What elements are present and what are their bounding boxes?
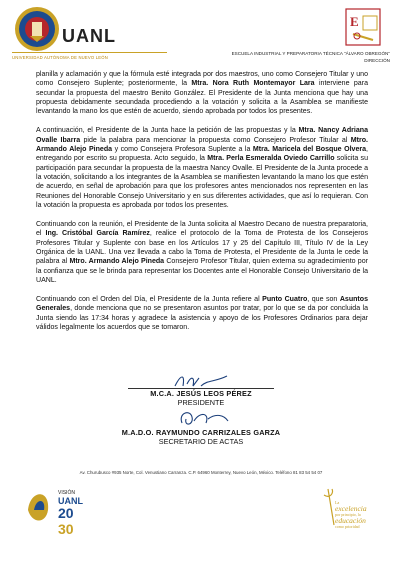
president-block bbox=[0, 389, 402, 407]
name-highlight: Mtra. Perla Esmeralda Oviedo Carrillo bbox=[207, 155, 335, 163]
paragraph-4: Continuando con el Orden del Día, el Presidente de la Junta refiere al Punto Cuatro, que son Asuntos Generales, donde menciona que no se presentaron asuntos por tratar, por lo que se da por concluida la Junta siendo las 17:34 horas y agradece la asistencia y apoyo de los Profesores Ordinarios para dejar válidos legalmente los acuerdos que se tomaron. bbox=[36, 296, 369, 332]
president-name: M.C.A. JESÚS LEOS PÉREZ bbox=[150, 389, 252, 398]
letterhead bbox=[0, 0, 402, 68]
name-highlight: Mtra. Nora Ruth Montemayor Lara bbox=[191, 80, 315, 88]
paragraph-3: Continuando con la reunión, el Presidente de la Junta solicita al Maestro Decano de nuestra preparatoria, el Ing. Cristóbal García Ramírez, realice el protocolo de la Toma de Protesta de los Consejeros Profesores Titular y Suplente con base en los Artículos 17 y 25 del Capítulo III, Título IV de la Ley Orgánica de la UANL. Una vez llevada a cabo la Toma de Protesta, el Presidente de la Junta le cede la palabra al Mtro. Armando Alejo Pineda Consejero Profesor Titular, quien externa su agradecimiento por la confianza que se le brinda para representar los Docentes ante el Honorable Consejo Universitario de la UANL. bbox=[36, 221, 368, 285]
secretary-name: M.A.D.O. RAYMUNDO CARRIZALES GARZA bbox=[121, 428, 281, 437]
agenda-item: Punto Cuatro bbox=[262, 296, 308, 303]
university-full-name: UNIVERSIDAD AUTÓNOMA DE NUEVO LEÓN bbox=[12, 55, 108, 60]
university-acronym: UANL bbox=[62, 26, 116, 46]
uanl-seal-icon bbox=[14, 6, 60, 52]
secretary-signature-icon bbox=[176, 407, 232, 429]
vision-2030-logo-icon bbox=[20, 480, 94, 542]
agenda-item: Asuntos Generales bbox=[36, 296, 369, 313]
school-logo-icon bbox=[345, 8, 381, 46]
excellence-slogan: La excelencia por principio, la educación como prioridad bbox=[335, 500, 367, 529]
name-highlight: Mtro. Armando Alejo Pineda bbox=[69, 258, 165, 266]
vision-year-bottom: 30 bbox=[58, 521, 74, 537]
department-name: DIRECCIÓN bbox=[364, 58, 390, 63]
president-title: PRESIDENTE bbox=[177, 398, 225, 407]
vision-brand: UANL bbox=[58, 496, 83, 506]
paragraph-1: planilla y aclamación y que la fórmula esté integrada por dos maestros, uno como Consejero Titular y uno como Consejero Suplente; posteriormente, la Mtra. Nora Ruth Montemayor Lara interviene para secundar la propuesta del maestro Benito González. El Presidente de la Junta menciona que hay una propuesta debidamente secundada procediendo a la votación y solicita a la Asamblea se manifieste levantando la mano los que estén de acuerdo, siendo aprobada por todos los presentes. bbox=[36, 71, 368, 116]
svg-text:E: E bbox=[350, 14, 359, 29]
footer-address: Av. Churubusco #935 Norte, Col. Venustiano Carranza. C.P. 64960 Monterrey, Nuevo León, México. Teléfono 81 83 54 54 07 bbox=[79, 470, 323, 475]
school-name: ESCUELA INDUSTRIAL Y PREPARATORIA TÉCNICA "ÁLVARO OBREGÓN" bbox=[231, 51, 390, 56]
name-highlight: Mtro. Armando Alejo Pineda bbox=[36, 136, 369, 153]
name-highlight: Mtra. Maricela del Bosque Olvera bbox=[252, 146, 367, 153]
gold-divider bbox=[12, 52, 167, 53]
secretary-block bbox=[0, 428, 402, 446]
minutes-body bbox=[36, 70, 368, 342]
secretary-title: SECRETARIO DE ACTAS bbox=[158, 437, 244, 446]
vision-year-top: 20 bbox=[58, 505, 74, 521]
name-highlight: Ing. Cristóbal García Ramírez bbox=[45, 230, 150, 238]
paragraph-2: A continuación, el Presidente de la Junta hace la petición de las propuestas y la Mtra. Nancy Adriana Ovalle Ibarra pide la palabra para mencionar la propuesta como Consejero Profesor Titular al Mtro. Armando Alejo Pineda y como Consejera Profesora Suplente a la Mtra. Maricela del Bosque Olvera, entregando por escrito su propuesta. Acto seguido, la Mtra. Perla Esmeralda Oviedo Carrillo solicita su participación para secundar la propuesta de la maestra Nancy Ovalle. El Presidente de la Junta procede a la votación, solicitando a los integrantes de la Asamblea se manifiesten levantando la mano los que estén de acuerdo, en señal de aprobación para que los profesores antes mencionados nos representen en las Reuniones del Honorable Consejo Universitario y en sus diferentes actividades, que así lo requieran. Con la votación la propuesta es aprobada por todos los presentes. bbox=[36, 127, 369, 210]
vision-label: VISIÓN bbox=[58, 490, 75, 496]
name-highlight: Mtra. Nancy Adriana Ovalle Ibarra bbox=[36, 127, 369, 144]
